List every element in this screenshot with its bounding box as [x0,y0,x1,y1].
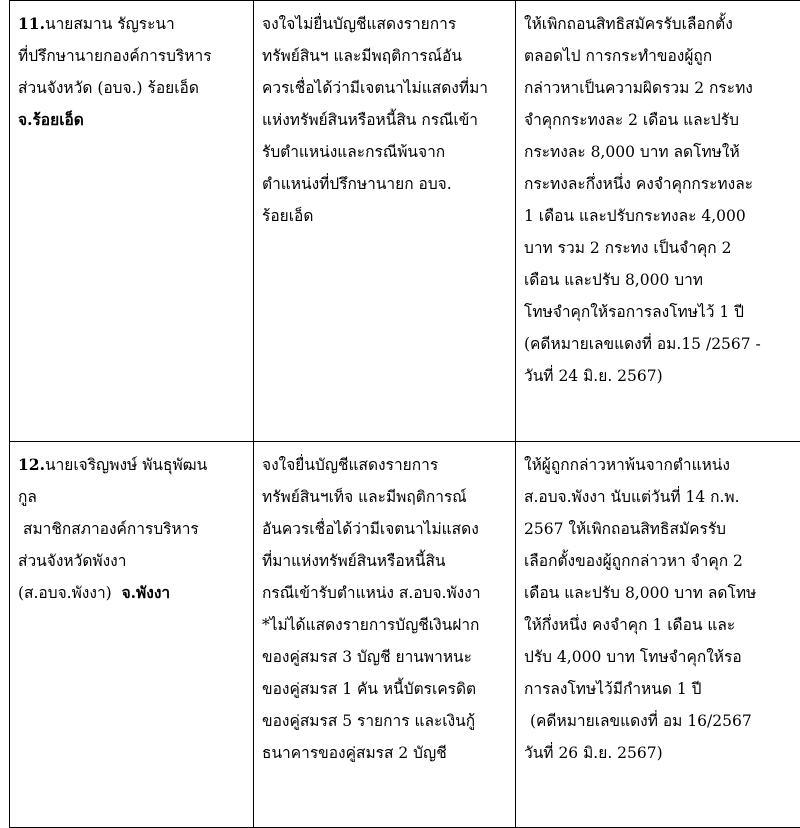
verdict-line: ให้ผู้ถูกกล่าวหาพ้นจากตำแหน่ง [524,449,800,481]
verdict-line: กระทงละกึ่งหนึ่ง คงจำคุกกระทงละ [524,168,800,200]
charge-line: ทรัพย์สินฯเท็จ และมีพฤติการณ์ [262,481,509,513]
verdict-line: กระทงละ 8,000 บาท ลดโทษให้ [524,136,800,168]
charge-line: แห่งทรัพย์สินหรือหนี้สิน กรณีเข้า [262,104,509,136]
defendant-position: ส่วนจังหวัด (อบจ.) ร้อยเอ็ด [18,72,247,104]
province-label: จ.ร้อยเอ็ด [18,104,247,136]
verdict-line: ให้กึ่งหนึ่ง คงจำคุก 1 เดือน และ [524,609,800,641]
charge-line: ตำแหน่งที่ปรึกษานายก อบจ. [262,168,509,200]
verdict-line: ปรับ 4,000 บาท โทษจำคุกให้รอ [524,641,800,673]
charge-line: ร้อยเอ็ด [262,200,509,232]
charge-line: ของคู่สมรส 5 รายการ และเงินกู้ [262,705,509,737]
charge-line: ที่มาแห่งทรัพย์สินหรือหนี้สิน [262,545,509,577]
case-number: 11. [18,14,45,33]
verdict-line: กล่าวหาเป็นความผิดรวม 2 กระทง [524,72,800,104]
verdict-line: 1 เดือน และปรับกระทงละ 4,000 [524,200,800,232]
charge-line: จงใจไม่ยื่นบัญชีแสดงรายการ [262,8,509,40]
defendant-name: นายเจริญพงษ์ พันธุพัฒน [45,456,207,474]
verdict-line: เลือกตั้งของผู้ถูกกล่าวหา จำคุก 2 [524,545,800,577]
verdict-line: ตลอดไป การกระทำของผู้ถูก [524,40,800,72]
verdict-line: ส.อบจ.พังงา นับแต่วันที่ 14 ก.พ. [524,481,800,513]
verdict-line: จำคุกกระทงละ 2 เดือน และปรับ [524,104,800,136]
defendant-cell [10,1,254,442]
defendant-position-abbrev: (ส.อบจ.พังงา) [18,584,112,602]
charge-line: ควรเชื่อได้ว่ามีเจตนาไม่แสดงที่มา [262,72,509,104]
table-row [10,442,800,828]
case-reference: (คดีหมายเลขแดงที่ อม 16/2567 [524,705,800,737]
defendant-cell [10,442,254,828]
charge-line: อันควรเชื่อได้ว่ามีเจตนาไม่แสดง [262,513,509,545]
defendant-position: ที่ปรึกษานายกองค์การบริหาร [18,40,247,72]
verdict-line: บาท รวม 2 กระทง เป็นจำคุก 2 [524,232,800,264]
verdict-line: เดือน และปรับ 8,000 บาท ลดโทษ [524,577,800,609]
charge-cell [254,442,516,828]
defendant-name: นายสมาน รัญระนา [45,15,175,33]
charge-line: รับตำแหน่งและกรณีพ้นจาก [262,136,509,168]
province-label: จ.พังงา [122,583,171,602]
verdict-cell [516,442,800,828]
defendant-position: ส่วนจังหวัดพังงา [18,545,247,577]
charge-line: ของคู่สมรส 1 คัน หนี้บัตรเครดิต [262,673,509,705]
charge-line: *ไม่ได้แสดงรายการบัญชีเงินฝาก [262,609,509,641]
verdict-line: เดือน และปรับ 8,000 บาท [524,264,800,296]
charge-cell [254,1,516,442]
case-date: วันที่ 24 มิ.ย. 2567) [524,360,800,392]
verdict-line: โทษจำคุกให้รอการลงโทษไว้ 1 ปี [524,296,800,328]
charge-line: กรณีเข้ารับตำแหน่ง ส.อบจ.พังงา [262,577,509,609]
defendant-position: สมาชิกสภาองค์การบริหาร [18,513,247,545]
verdict-line: 2567 ให้เพิกถอนสิทธิสมัครรับ [524,513,800,545]
cases-table [9,0,800,828]
table-row [10,1,800,442]
charge-line: ของคู่สมรส 3 บัญชี ยานพาหนะ [262,641,509,673]
charge-line: ทรัพย์สินฯ และมีพฤติการณ์อัน [262,40,509,72]
case-reference: (คดีหมายเลขแดงที่ อม.15 /2567 - [524,328,800,360]
charge-line: ธนาคารของคู่สมรส 2 บัญชี [262,737,509,769]
charge-line: จงใจยื่นบัญชีแสดงรายการ [262,449,509,481]
defendant-name-continued: กูล [18,481,247,513]
case-date: วันที่ 26 มิ.ย. 2567) [524,737,800,769]
verdict-line: ให้เพิกถอนสิทธิสมัครรับเลือกตั้ง [524,8,800,40]
case-number: 12. [18,455,45,474]
verdict-line: การลงโทษไว้มีกำหนด 1 ปี [524,673,800,705]
verdict-cell [516,1,800,442]
